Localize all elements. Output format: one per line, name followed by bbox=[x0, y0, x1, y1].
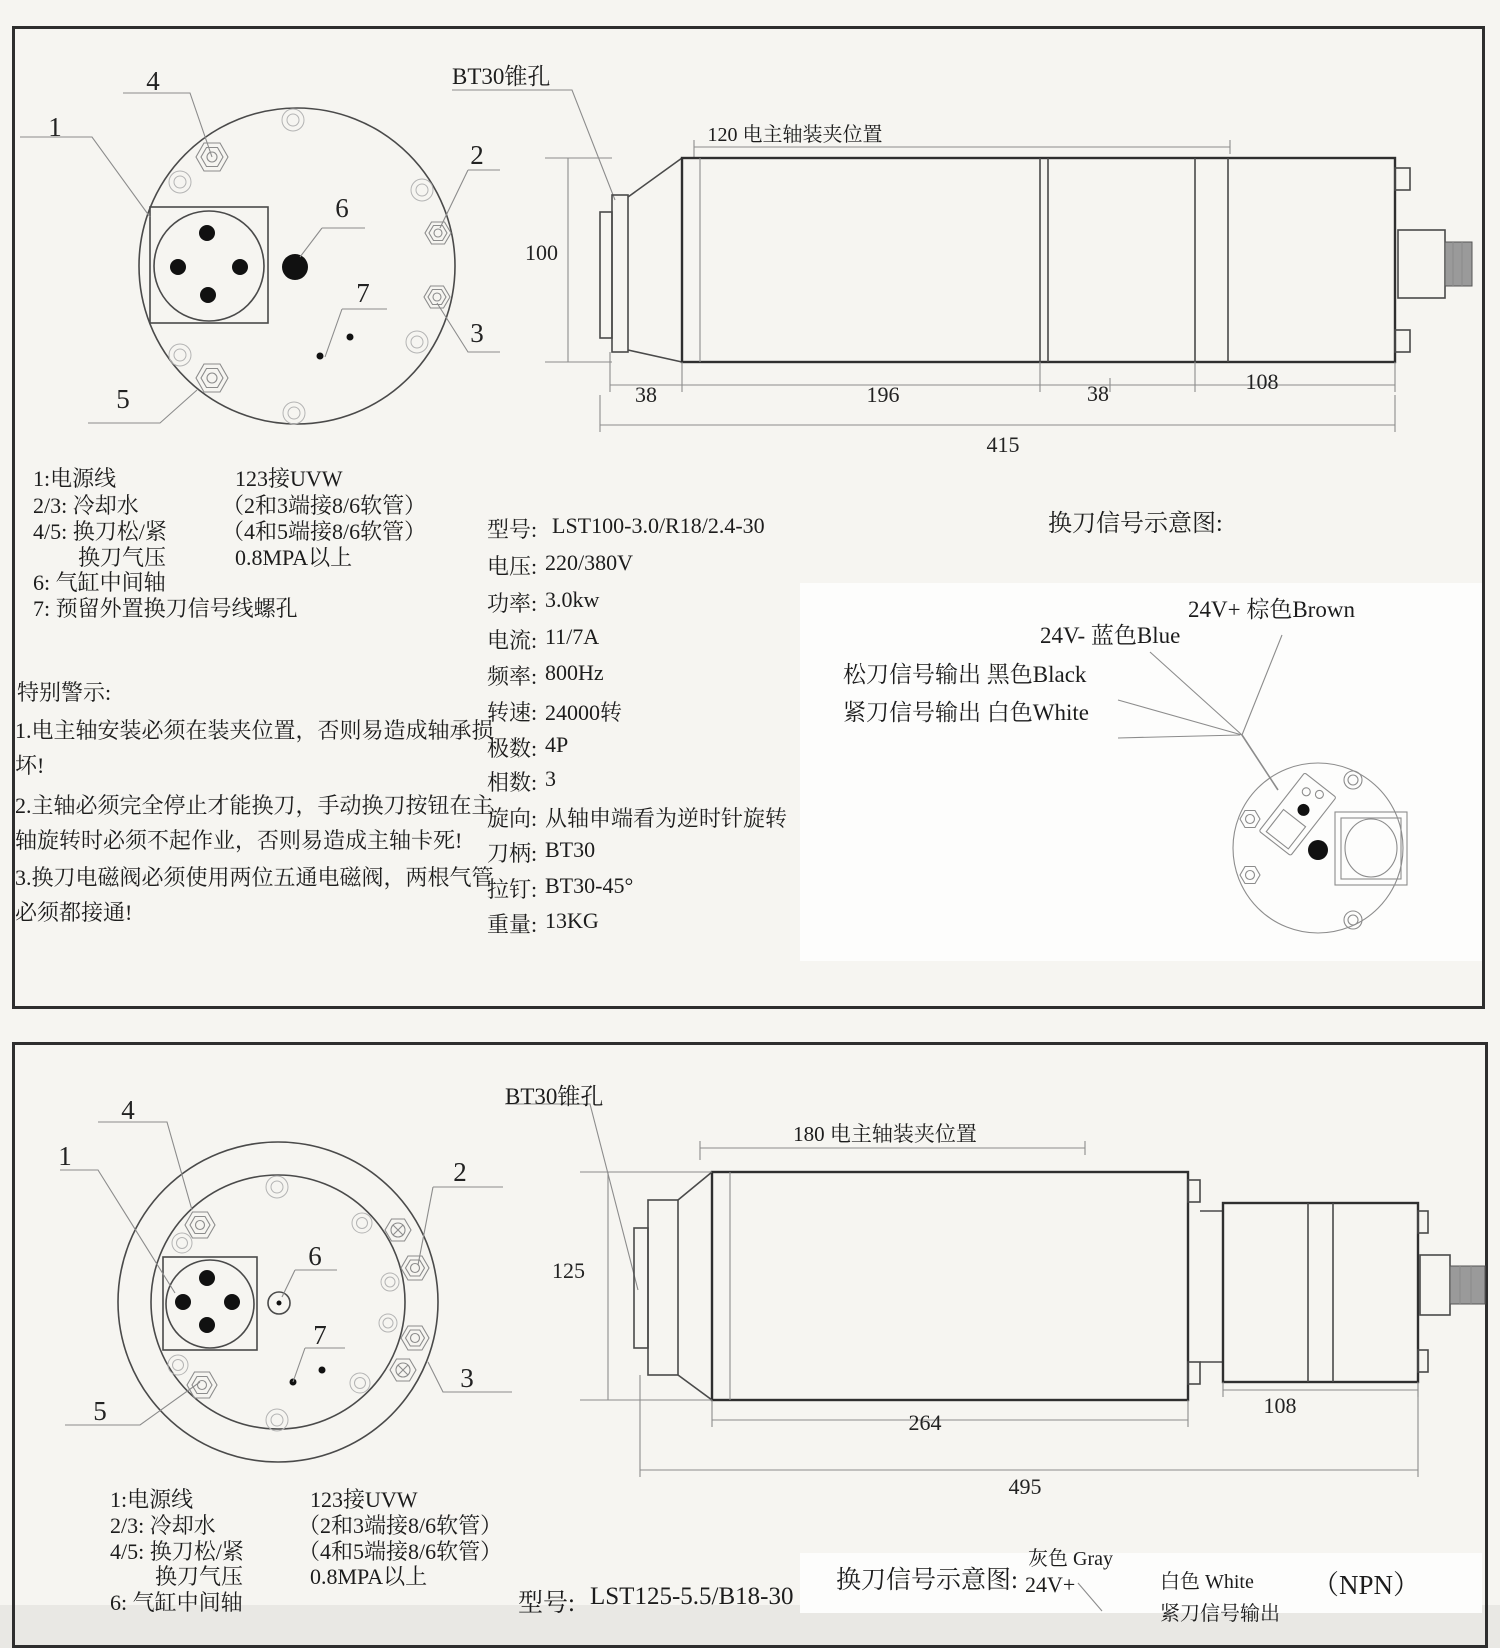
p1-callout-3: 3 bbox=[470, 318, 484, 348]
p1-spec-5-label: 频率: bbox=[487, 664, 538, 689]
p1-legend-row4-r: 0.8MPA以上 bbox=[235, 545, 353, 570]
p1-side-view-drawing bbox=[440, 85, 1488, 460]
p1-spec-1-label: 型号: bbox=[487, 517, 538, 542]
p1-legend-row3-r: （4和5端接8/6软管） bbox=[222, 519, 427, 544]
hex-fittings bbox=[185, 1212, 429, 1398]
p2-signal-npn: （NPN） bbox=[1312, 1570, 1421, 1600]
p1-legend-row1-l: 1:电源线 bbox=[33, 466, 117, 491]
p1-spec-8-label: 相数: bbox=[487, 770, 538, 795]
p2-legend-row2-r: （2和3端接8/6软管） bbox=[298, 1513, 503, 1538]
p2-callout-2: 2 bbox=[453, 1157, 467, 1187]
p1-legend-row1-r: 123接UVW bbox=[235, 466, 343, 491]
p1-signal-white: 紧刀信号输出 白色White bbox=[843, 700, 1089, 725]
p1-warning-line6: 必须都接通! bbox=[15, 900, 133, 925]
p1-warning-line5: 3.换刀电磁阀必须使用两位五通电磁阀，两根气管 bbox=[15, 865, 494, 890]
p1-spec-3-value: 3.0kw bbox=[545, 587, 600, 612]
p1-warning-title: 特别警示: bbox=[17, 680, 112, 705]
p1-spec-11-label: 拉钉: bbox=[487, 877, 538, 902]
p2-model-value: LST125-5.5/B18-30 bbox=[590, 1583, 794, 1610]
bolt-holes bbox=[168, 1176, 399, 1431]
p1-spec-10-value: BT30 bbox=[545, 837, 596, 862]
p1-bt30-label: BT30锥孔 bbox=[452, 64, 551, 89]
p2-legend-row5-l: 6: 气缸中间轴 bbox=[110, 1590, 243, 1615]
p2-legend-row1-l: 1:电源线 bbox=[110, 1487, 194, 1512]
p2-signal-title: 换刀信号示意图: bbox=[836, 1567, 1018, 1594]
p2-legend-row1-r: 123接UVW bbox=[310, 1487, 418, 1512]
p2-dim-rear: 108 bbox=[1263, 1393, 1297, 1418]
p1-signal-black: 松刀信号输出 黑色Black bbox=[843, 662, 1087, 687]
p2-callout-6: 6 bbox=[308, 1241, 322, 1271]
p2-model-label: 型号: bbox=[518, 1590, 575, 1617]
p1-clamp-dim-label: 120 电主轴装夹位置 bbox=[707, 124, 883, 146]
p1-spec-12-value: 13KG bbox=[545, 908, 599, 933]
p2-signal-24v: 24V+ bbox=[1025, 1572, 1076, 1597]
p1-spec-12-label: 重量: bbox=[487, 912, 538, 937]
p2-callout-4: 4 bbox=[121, 1095, 135, 1125]
p1-legend-row5-l: 6: 气缸中间轴 bbox=[33, 570, 166, 595]
p2-bt30-label: BT30锥孔 bbox=[505, 1084, 604, 1109]
p1-spec-4-value: 11/7A bbox=[545, 624, 600, 649]
p1-spec-8-value: 3 bbox=[545, 766, 556, 791]
p1-signal-title: 换刀信号示意图: bbox=[1048, 511, 1223, 537]
p1-spec-7-value: 4P bbox=[545, 732, 569, 757]
p1-spec-4-label: 电流: bbox=[487, 628, 538, 653]
p1-legend-row2-l: 2/3: 冷却水 bbox=[33, 493, 139, 518]
p2-signal-white: 白色 White bbox=[1160, 1571, 1254, 1593]
p2-callout-5: 5 bbox=[93, 1396, 107, 1426]
p1-dim-height: 100 bbox=[525, 240, 558, 265]
p1-callout-2: 2 bbox=[470, 140, 484, 170]
p1-spec-6-value: 24000转 bbox=[545, 700, 623, 725]
callout-leaders bbox=[20, 93, 500, 423]
p2-clamp-dim-label: 180 电主轴装夹位置 bbox=[793, 1122, 977, 1146]
p2-callout-3: 3 bbox=[460, 1363, 474, 1393]
p1-spec-2-value: 220/380V bbox=[545, 550, 633, 575]
p1-callout-4: 4 bbox=[146, 66, 160, 96]
p1-legend-row4-l: 换刀气压 bbox=[78, 545, 167, 570]
p1-dim-seg3: 38 bbox=[1087, 381, 1109, 406]
p1-dim-seg2: 196 bbox=[866, 382, 900, 407]
p1-callout-6: 6 bbox=[335, 193, 349, 223]
p1-spec-5-value: 800Hz bbox=[545, 660, 604, 685]
p1-callout-1: 1 bbox=[48, 112, 62, 142]
p2-dim-body: 264 bbox=[908, 1410, 942, 1435]
p2-dim-total: 495 bbox=[1008, 1474, 1042, 1499]
p1-spec-9-label: 旋向: bbox=[487, 806, 538, 831]
p1-callout-7: 7 bbox=[356, 278, 370, 308]
p1-signal-blue: 24V- 蓝色Blue bbox=[1040, 623, 1181, 648]
p1-spec-6-label: 转速: bbox=[487, 700, 538, 725]
p1-spec-10-label: 刀柄: bbox=[487, 841, 538, 866]
p1-legend-row6-l: 7: 预留外置换刀信号线螺孔 bbox=[33, 596, 298, 621]
p2-legend-row3-r: （4和5端接8/6软管） bbox=[298, 1539, 503, 1564]
p2-signal-white-line2: 紧刀信号输出 bbox=[1160, 1603, 1280, 1625]
p1-spec-1-value: LST100-3.0/R18/2.4-30 bbox=[552, 513, 765, 538]
p2-callout-1: 1 bbox=[58, 1141, 72, 1171]
p1-warning-line3: 2.主轴必须完全停止才能换刀，手动换刀按钮在主 bbox=[15, 793, 494, 818]
p1-warning-line2: 坏! bbox=[15, 753, 45, 778]
p2-legend-row4-r: 0.8MPA以上 bbox=[310, 1564, 428, 1589]
p1-spec-11-value: BT30-45° bbox=[545, 873, 634, 898]
p1-warning-line4: 轴旋转时必须不起作业，否则易造成主轴卡死! bbox=[15, 828, 463, 853]
p1-spec-2-label: 电压: bbox=[487, 554, 538, 579]
p2-callout-7: 7 bbox=[313, 1320, 327, 1350]
p1-signal-brown: 24V+ 棕色Brown bbox=[1188, 597, 1355, 622]
p1-dim-seg1: 38 bbox=[635, 382, 657, 407]
p1-legend-row2-r: （2和3端接8/6软管） bbox=[222, 493, 427, 518]
p2-legend-row2-l: 2/3: 冷却水 bbox=[110, 1513, 216, 1538]
p1-spec-9-value: 从轴申端看为逆时针旋转 bbox=[545, 806, 788, 831]
p1-spec-7-label: 极数: bbox=[487, 736, 538, 761]
p2-dim-height: 125 bbox=[552, 1258, 585, 1283]
p1-legend-row3-l: 4/5: 换刀松/紧 bbox=[33, 519, 167, 544]
p1-dim-total: 415 bbox=[986, 432, 1020, 457]
p1-dim-seg4: 108 bbox=[1245, 369, 1279, 394]
p1-warning-line1: 1.电主轴安装必须在装夹位置，否则易造成轴承损 bbox=[15, 718, 494, 743]
p2-legend-row3-l: 4/5: 换刀松/紧 bbox=[110, 1539, 244, 1564]
p1-callout-5: 5 bbox=[116, 384, 130, 414]
p1-spec-3-label: 功率: bbox=[487, 591, 538, 616]
p1-end-view-drawing bbox=[20, 60, 510, 440]
p2-signal-gray: 灰色 Gray bbox=[1028, 1548, 1113, 1570]
p2-legend-row4-l: 换刀气压 bbox=[155, 1564, 244, 1589]
